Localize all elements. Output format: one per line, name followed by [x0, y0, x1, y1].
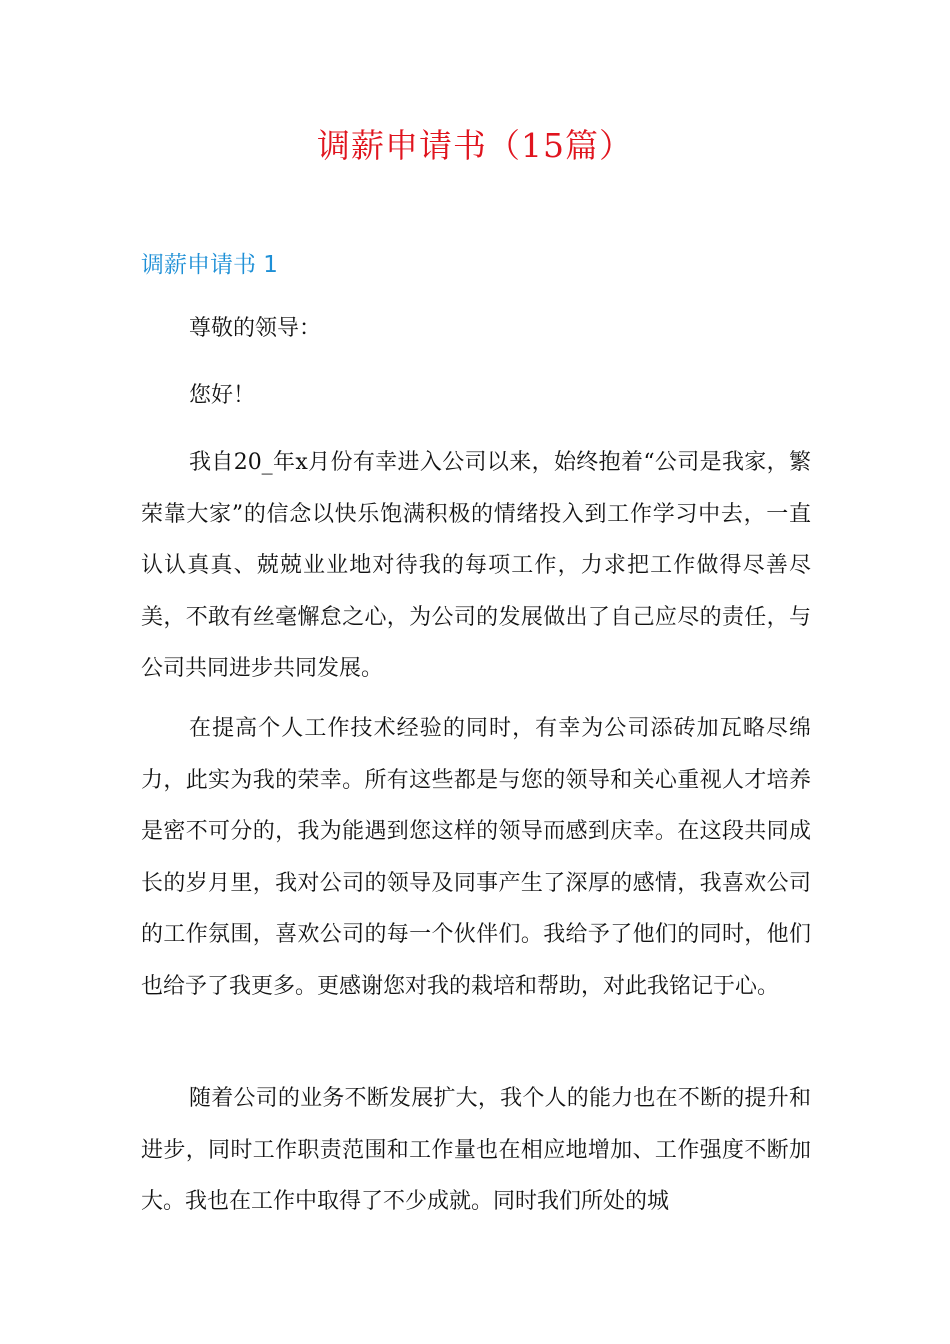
section-heading: 调薪申请书 1 — [141, 252, 278, 278]
body-paragraph-3: 随着公司的业务不断发展扩大，我个人的能力也在不断的提升和进步，同时工作职责范围和工作量也在相应地增加、工作强度不断加大。我也在工作中取得了不少成就。同时我们所处的城 — [141, 1086, 811, 1214]
document-title: 调薪申请书（15篇） — [317, 126, 633, 165]
body-paragraph-1: 我自20_年x月份有幸进入公司以来，始终抱着“公司是我家，繁荣靠大家”的信念以快乐饱满积极的情绪投入到工作学习中去，一直认认真真、兢兢业业地对待我的每项工作，力求把工作做得尽善尽美，不敢有丝毫懈怠之心，为公司的发展做出了自己应尽的责任，与公司共同进步共同发展。 — [141, 450, 811, 681]
body-paragraph-2: 在提高个人工作技术经验的同时，有幸为公司添砖加瓦略尽绵力，此实为我的荣幸。所有这些都是与您的领导和关心重视人才培养是密不可分的，我为能遇到您这样的领导而感到庆幸。在这段共同成长的岁月里，我对公司的领导及同事产生了深厚的感情，我喜欢公司的工作氛围，喜欢公司的每一个伙伴们。我给予了他们的同时，他们也给予了我更多。更感谢您对我的栽培和帮助，对此我铭记于心。 — [141, 716, 811, 999]
salutation: 尊敬的领导： — [189, 316, 322, 341]
greeting: 您好！ — [189, 383, 256, 408]
